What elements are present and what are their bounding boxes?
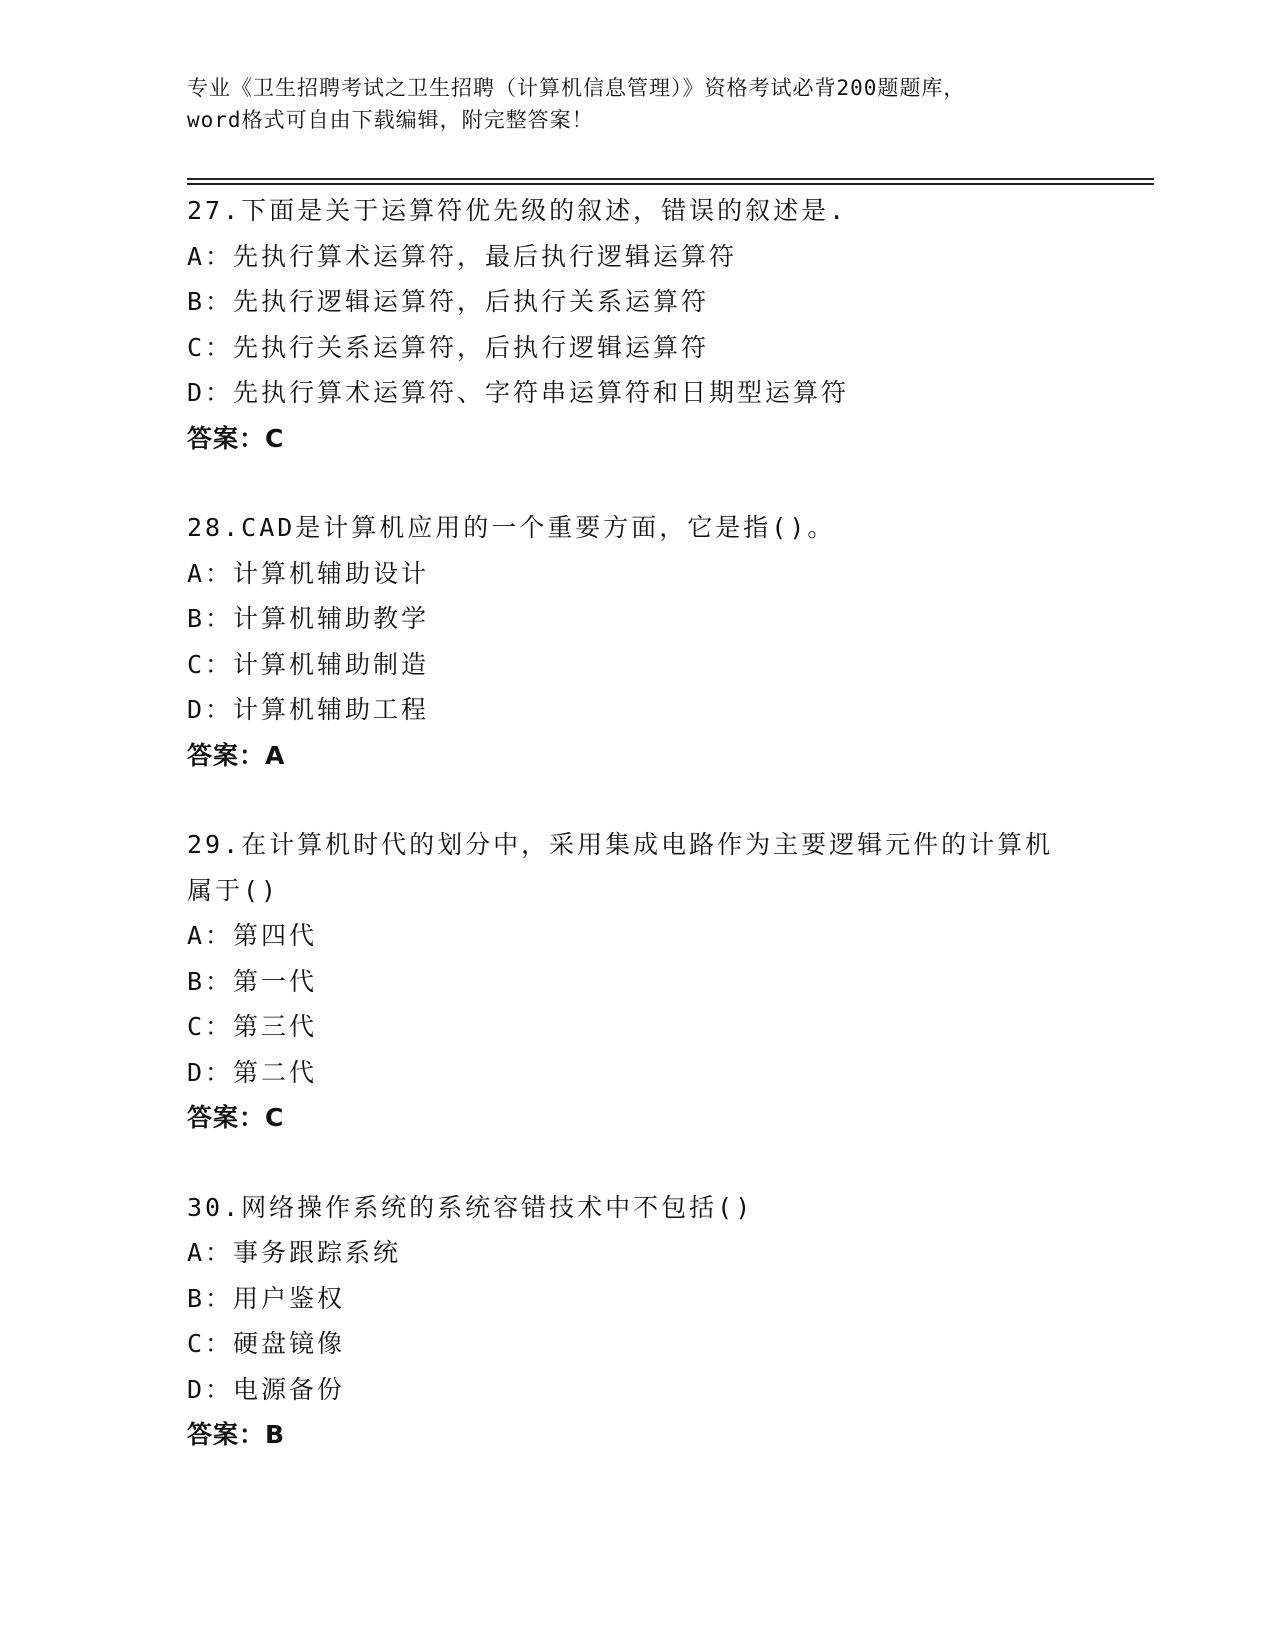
document-header xyxy=(187,72,1087,136)
question-29 xyxy=(187,822,1167,1141)
option-b: B：计算机辅助教学 xyxy=(187,604,430,633)
option-a: A：计算机辅助设计 xyxy=(187,558,430,588)
option-d: D：计算机辅助工程 xyxy=(187,695,430,724)
question-28 xyxy=(187,505,1167,778)
option-c: C：硬盘镜像 xyxy=(187,1329,346,1358)
option-a: A：先执行算术运算符，最后执行逻辑运算符 xyxy=(187,241,738,271)
header-line-2: word格式可自由下载编辑，附完整答案！ xyxy=(187,108,594,132)
option-d: D：电源备份 xyxy=(187,1374,346,1404)
option-a: A：第四代 xyxy=(187,921,318,950)
option-a: A：事务跟踪系统 xyxy=(187,1238,402,1267)
option-d: D：先执行算术运算符、字符串运算符和日期型运算符 xyxy=(187,378,850,407)
header-divider-bottom xyxy=(187,183,1154,185)
header-divider-top xyxy=(187,178,1154,180)
answer: 答案：C xyxy=(187,1103,285,1132)
option-c: C：计算机辅助制造 xyxy=(187,649,430,679)
question-30 xyxy=(187,1185,1167,1458)
option-b: B：第一代 xyxy=(187,966,318,996)
option-d: D：第二代 xyxy=(187,1057,318,1087)
question-stem: 28.CAD是计算机应用的一个重要方面，它是指()。 xyxy=(187,513,836,542)
answer: 答案：A xyxy=(187,740,286,770)
answer: 答案：B xyxy=(187,1420,286,1449)
option-b: B：用户鉴权 xyxy=(187,1283,346,1313)
answer: 答案：C xyxy=(187,423,285,453)
question-stem-continued: 属于() xyxy=(187,875,280,905)
option-b: B：先执行逻辑运算符，后执行关系运算符 xyxy=(187,287,710,316)
question-list xyxy=(187,188,1167,1502)
option-c: C：第三代 xyxy=(187,1012,318,1041)
question-stem: 30.网络操作系统的系统容错技术中不包括() xyxy=(187,1192,754,1222)
question-27 xyxy=(187,188,1167,461)
question-stem: 27.下面是关于运算符优先级的叙述，错误的叙述是. xyxy=(187,196,848,225)
option-c: C：先执行关系运算符，后执行逻辑运算符 xyxy=(187,332,710,362)
question-stem: 29.在计算机时代的划分中，采用集成电路作为主要逻辑元件的计算机 xyxy=(187,830,1054,859)
header-line-1: 专业《卫生招聘考试之卫生招聘（计算机信息管理）》资格考试必背200题题库， xyxy=(187,76,966,100)
